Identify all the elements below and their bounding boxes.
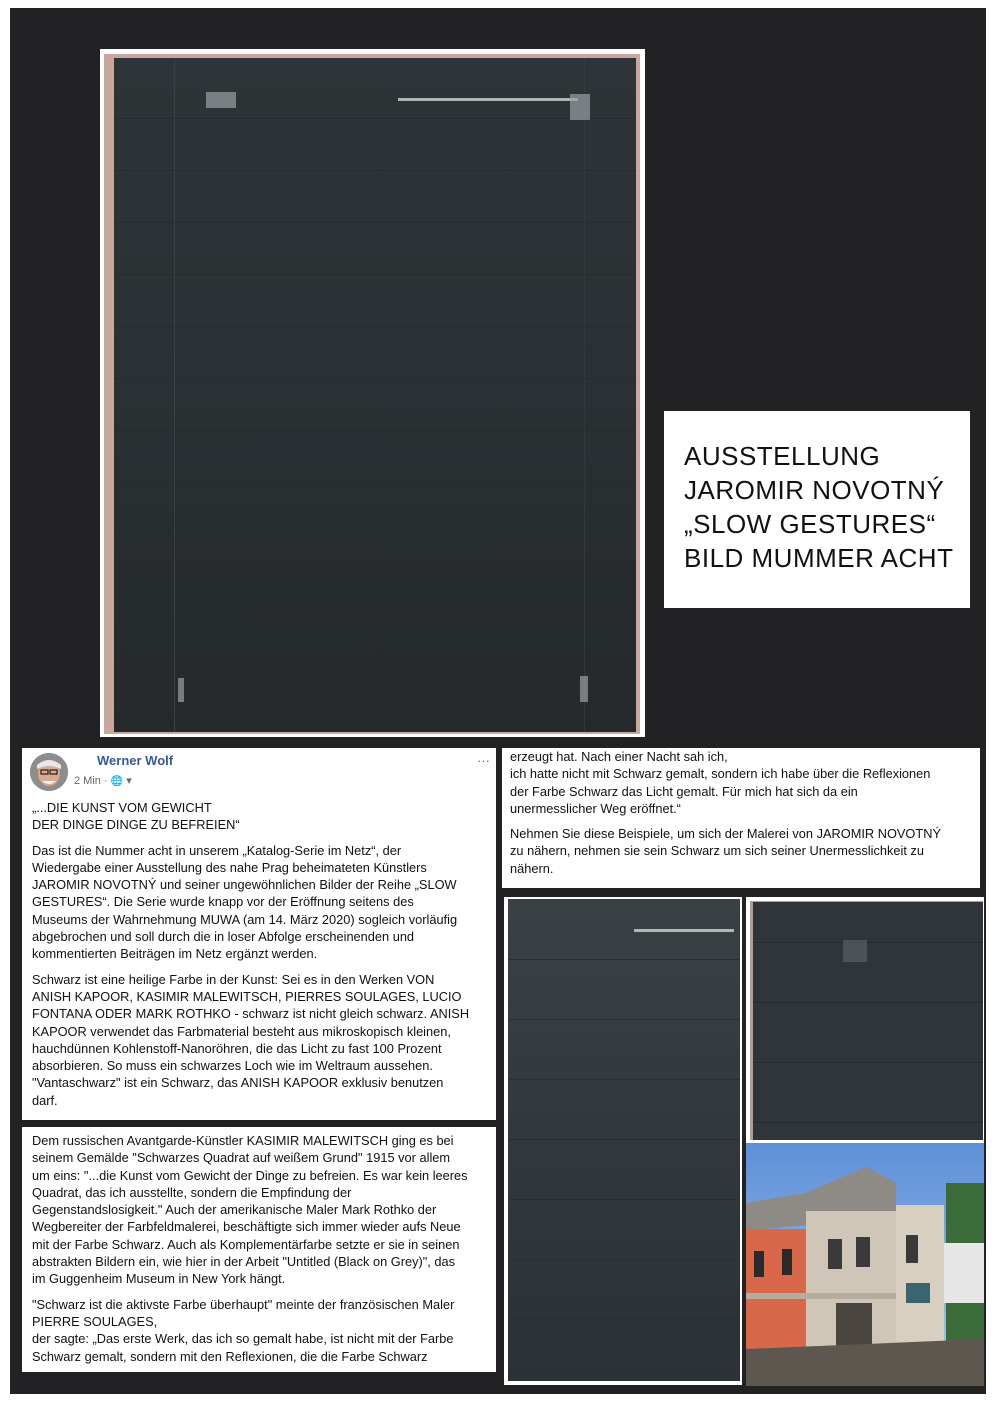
panel2-p1-line: Dem russischen Avantgarde-Künstler KASIMIR MALEWITSCH ging es bei [32,1133,454,1148]
post-p1-line: kommentierten Beiträgen im Netz ergänzt werden. [32,946,318,962]
author-name[interactable]: Werner Wolf [97,753,174,768]
panel2-p2-line: "Schwarz ist die aktivste Farbe überhaupt" meinte der französischen Maler [32,1296,455,1312]
post-meta [74,773,132,790]
panel3-body [510,748,978,877]
more-options-icon[interactable]: ··· [477,753,490,768]
post-p1-line: Das ist die Nummer acht in unserem „Katalog-Serie im Netz“, der [32,842,402,858]
exhibition-title-box [664,411,970,608]
post-heading-2: DER DINGE DINGE ZU BEFREIEN“ [32,817,240,833]
text-panel-malewitsch [22,1127,496,1372]
panel2-p1-line: Wegbereiter der Farbfeldmalerei, beschäftigte sich immer wieder aufs Neue [32,1219,461,1235]
post-p2-line: ANISH KAPOOR, KASIMIR MALEWITSCH, PIERRES SOULAGES, LUCIO [32,988,462,1004]
detail-photo-2-frame [746,897,984,1143]
panel3-p2-line: Nehmen Sie diese Beispiele, um sich der Malerei von JAROMIR NOVOTNÝ [510,826,941,842]
panel2-p1-line: mit der Farbe Schwarz. Auch als Komplementärfarbe setzte er sie in seinen [32,1236,460,1252]
panel3-p2-line: nähern. [510,860,554,876]
post-p2-line: Schwarz ist eine heilige Farbe in der Kunst: Sei es in den Werken VON [32,971,435,987]
panel3-p1-line: ich hatte nicht mit Schwarz gemalt, sondern ich habe über die Reflexionen [510,766,931,782]
detail-photo-1-frame [504,897,742,1385]
post-p2-line: KAPOOR verwendet das Farbmaterial besteht aus mikroskopisch kleinen, [32,1023,451,1039]
painting-slow-gestures-8 [114,58,636,732]
panel2-p1-line: seinem Gemälde "Schwarzes Quadrat auf weißem Grund" 1915 vor allem [32,1150,451,1166]
post-p1-line: Museums der Wahrnehmung MUWA (am 14. März 2020) sogleich vorläufig [32,911,458,927]
panel3-p2-line: zu nähern, nehmen sie sein Schwarz um sich seiner Unermesslichkeit zu [510,843,924,859]
post-p2-line: absorbieren. So muss ein schwarzes Loch wie im Weltraum aussehen. [32,1058,433,1074]
avatar[interactable] [30,753,68,791]
title-line-3: „SLOW GESTURES“ [684,509,936,539]
post-p2-line: darf. [32,1092,58,1108]
panel3-p1-line: erzeugt hat. Nach einer Nacht sah ich, [510,749,728,764]
panel3-p1-line: unermesslicher Weg eröffnet.“ [510,800,681,816]
facebook-post [22,748,496,1120]
museum-building-image [746,1143,984,1386]
post-p1-line: GESTURES“. Die Serie wurde knapp vor der Eröffnung seitens des [32,894,414,910]
post-p1-line: Wiedergabe einer Ausstellung des nahe Prag beheimateten Künstlers [32,859,427,875]
panel2-p1-line: Quadrat, das ich ausstellte, sondern die Empfindung der [32,1184,352,1200]
chevron-down-icon[interactable]: ▾ [123,775,132,787]
panel2-p1-line: abstrakten Bildern ein, wie hier in der Arbeit "Untitled (Black on Grey)", das [32,1254,456,1270]
panel2-p1-line: im Guggenheim Museum in New York hängt. [32,1271,286,1287]
title-line-1: AUSSTELLUNG [684,441,881,471]
panel2-body [32,1132,494,1365]
post-time: 2 Min · [74,775,111,787]
post-body [32,799,492,1109]
text-panel-soulages [502,748,980,888]
post-p2-line: hauchdünnen Kohlenstoff-Nanoröhren, die das Licht zu fast 100 Prozent [32,1040,442,1056]
post-p2-line: FONTANA ODER MARK ROTHKO - schwarz ist nicht gleich schwarz. ANISH [32,1006,470,1022]
museum-building-photo [746,1143,984,1386]
globe-icon: 🌐 [110,776,124,787]
post-p2-line: "Vantaschwarz" ist ein Schwarz, das ANISH KAPOOR exklusiv benutzen [32,1075,444,1091]
panel2-p1-line: um eins: "...die Kunst vom Gewicht der Dinge zu befreien. Es war kein leeres [32,1167,468,1183]
panel2-p2-line: PIERRE SOULAGES, [32,1313,158,1329]
panel2-p2-line: Schwarz gemalt, sondern mit den Reflexionen, die die Farbe Schwarz [32,1348,428,1364]
panel3-p1-line: der Farbe Schwarz das Licht gemalt. Für mich hat sich da ein [510,783,858,799]
title-line-2: JAROMIR NOVOTNÝ [684,475,945,505]
detail-photo-2 [750,901,983,1140]
panel2-p1-line: Gegenstandslosigkeit." Auch der amerikanische Maler Mark Rothko der [32,1202,437,1218]
detail-photo-1 [508,899,740,1381]
title-line-4: BILD MUMMER ACHT [684,543,954,573]
post-heading-1: „...DIE KUNST VOM GEWICHT [32,800,212,815]
panel2-p2-line: der sagte: „Das erste Werk, das ich so gemalt habe, ist nicht mit der Farbe [32,1331,454,1347]
post-p1-line: abgebrochen und soll durch die in loser Abfolge erscheinenden und [32,929,415,945]
post-p1-line: JAROMIR NOVOTNÝ und seiner ungewöhnlichen Bilder der Reihe „SLOW [32,877,457,893]
